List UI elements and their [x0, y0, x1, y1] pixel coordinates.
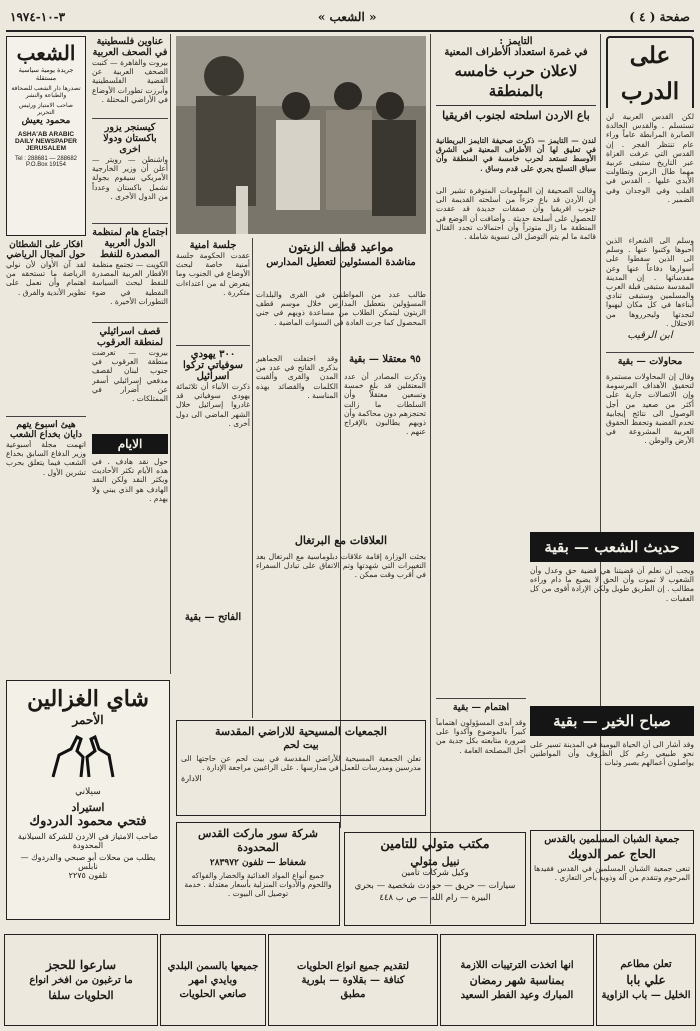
column-body: لكن القدس العربية لن تستسلم . والقدس الخالدة الصابرة المرابطة عاماً وراء عام تنتظر الفجر . إن القدس التي عرفت الغزاة عبر التاريخ ستبقى عربية مهما طال الزمن وتطاولت الأيدي عليها . القدس في القلب وفي الوجدان وفي الضمير . — [606, 112, 694, 204]
tea-ad — [6, 680, 170, 920]
column-title: على الدرب — [606, 36, 694, 108]
center-body: وقد احتفلت الجماهير بذكرى الفاتح في عدد من المدن والقرى وألقيت الكلمات والقصائد بهذه المناسبة . — [256, 354, 338, 400]
brief-body: واشنطن — رويتر — أعلن أن وزير الخارجية الأمريكي سيقوم بجولة تشمل باكستان وعدداً من الدول الأخرى . — [92, 155, 168, 201]
tea-brand: شاي الغزالين — [27, 686, 149, 712]
masthead-box — [6, 36, 86, 236]
masthead-owner-label: صاحب الامتياز ورئيس التحرير — [19, 102, 73, 116]
tea-phone: تلفون ٢٢٧٥ — [68, 871, 108, 880]
hadith-banner: حديث الشعب — بقية — [530, 532, 694, 562]
jamia-headline: جمعية الشبان المسلمين بالقدس — [544, 834, 680, 845]
insurance-address: البيرة — رام الله — ص ب ٤٤٨ — [379, 893, 491, 903]
tea-importer: فتحي محمود الدردوك — [29, 814, 147, 829]
tea-importer-label: استيراد — [71, 801, 105, 814]
ihtimam-body: وقد أبدى المسؤولون اهتماماً كبيراً بالموضوع وأكدوا على ضرورة متابعته بكل جدية من أجل المصلحة العامة . — [436, 718, 526, 755]
masthead-latin: ASHA'AB ARABIC DAILY NEWSPAPER JERUSALEM — [14, 131, 77, 152]
main-kicker-2: في غمرة استعداد الأطراف المعنية — [444, 47, 588, 58]
fatih-headline: الفاتح — بقية — [184, 612, 242, 623]
note-headline: هيئ اسبوع يتهم دايان بخداع الشعب — [6, 416, 86, 440]
brief-body: بيروت والقاهرة — كتبت الصحف العربية عن القضية الفلسطينية وأبرزت تطورات الأوضاع في الأراضي المحتلة . — [92, 58, 168, 104]
news-briefs — [92, 36, 168, 596]
jamiyat-body: تعلن الجمعية المسيحية للأراضي المقدسة في بيت لحم عن حاجتها الى مدرسين ومدرسات للعمل في مدارسها . على الراغبين مراجعة الإدارة . — [181, 754, 421, 773]
masthead-publisher: تصدرها دار الشعب للصحافة والطباعة والنشر — [11, 85, 81, 99]
jamia-notice — [530, 830, 694, 924]
tea-logo — [11, 727, 165, 787]
cell-line: ما ترغبون من افخر انواع — [29, 975, 133, 986]
gazelle-icon — [13, 727, 163, 787]
cell-line: كنافة — بقلاوة — بلورية — [301, 974, 405, 986]
cell-title: جميعها بالسمن البلدي — [167, 960, 259, 972]
mutaqal-body: وذكرت المصادر أن عدد المعتقلين قد بلغ خمسة وتسعين معتقلاً وأن السلطات ما زالت تحتجزهم دون محاكمة وأن ذويهم يطالبون بالإفراج عنهم . — [344, 372, 426, 437]
ayam-title: الايام — [92, 434, 168, 454]
note-body: لقد آن الأوان لأن نولي الرياضة ما تستحقه من اهتمام وأن نعمل على تطوير الأندية والفرق . — [6, 260, 86, 297]
column-signature: ابن الرقيب — [627, 330, 673, 341]
column-rule — [170, 34, 171, 674]
cell-line: مطبق — [340, 988, 366, 1000]
cell-title: تعلن مطاعم — [620, 959, 672, 970]
page-header — [6, 4, 694, 32]
insurance-role: وكيل شركات تأمين — [401, 868, 469, 878]
column-rule — [430, 34, 431, 924]
main-headline: لاعلان حرب خامسه بالمنطقة — [454, 62, 578, 100]
brief-body: الكويت — تجتمع منظمة الأقطار العربية المصدرة للنفط لبحث السياسة النفطية في ضوء التطورات الأخيرة . — [92, 260, 168, 306]
insurance-ad — [344, 832, 526, 926]
column-body-2: وسلم الى الشعراء الذين أحبوها وكتبوا عنها . وسلم الى الذين سقطوا على أسوارها دفاعاً عنها وعن مقدساتها . إن المدينة المقدسة ستبقى قبلة العرب والمسلمين وستبقى تنادي أبناءها في كل مكان ليهبوا لنجدتها وليحرروها من الاحتلال . — [606, 236, 694, 328]
brief-headline: جلسة امنية — [189, 240, 237, 251]
supermarket-address: شعفاط — تلفون ٢٨٣٩٧٢ — [209, 858, 307, 868]
supermarket-ad — [176, 822, 340, 926]
brief-headline: اجتماع هام لمنظمة الدول العربية المصدرة للنفط — [92, 223, 168, 260]
main-lead: لندن — التايمز — ذكرت صحيفة التايمز البريطانية في تعليق لها أن الأطراف المعنية في الشرق الأوسط تستعد لحرب خامسة في المنطقة وأن سباق التسلح يجري على قدم وساق . — [436, 136, 596, 173]
mawaeed-subheadline: مناشدة المسئولين لتعطيل المدارس — [266, 257, 416, 268]
mawaeed-headline-block — [256, 240, 426, 286]
jamia-body: تنعى جمعية الشبان المسلمين في القدس فقيدها المرحوم وتتقدم من آله وذويه بأحر التعازي . — [534, 864, 690, 883]
photo-illustration — [176, 36, 426, 234]
jamiyat-notice — [176, 720, 426, 816]
issue-date: ٣-١٠-١٩٧٤ — [10, 10, 66, 24]
masthead-name: الشعب — [16, 41, 76, 65]
alaqat-headline: العلاقات مع البرتغال — [294, 534, 388, 547]
cell-title: سارعوا للحجز — [45, 958, 117, 972]
jamiyat-subheadline: بيت لحم — [283, 740, 319, 751]
main-kicker: التايمز : — [499, 36, 533, 47]
cell-line: وبايدي امهر — [188, 974, 238, 986]
masthead-tel: Tel : 288681 — 288682 — [14, 156, 78, 162]
brief-headline: كيسنجر يزور باكستان ودولا اخرى — [92, 118, 168, 155]
brief-body: ذكرت الأنباء أن ثلاثمائة يهودي سوفياتي قد غادروا إسرائيل خلال الشهر الماضي الى دول أخرى . — [176, 382, 250, 428]
ayam-body: حول نقد هادف . في هذه الأيام تكثر الأحاديث ويكثر النقد ولكن النقد الهادف هو الذي يبني ولا يهدم . — [92, 457, 168, 503]
sabah-banner: صباح الخير — بقية — [530, 706, 694, 736]
news-briefs-2 — [176, 240, 250, 610]
cell-line: المبارك وعيد الفطر السعيد — [460, 989, 574, 1001]
brief-body: عقدت الحكومة جلسة أمنية خاصة لبحث الأوضاع في الجنوب وما يتعرض له من اعتداءات متكررة . — [176, 251, 250, 297]
main-subheadline: باع الاردن اسلحته لجنوب افريقيا — [436, 105, 596, 122]
main-headline-block — [436, 36, 596, 132]
mutaqal-headline: ٩٥ معتقلا — بقية — [349, 354, 421, 365]
jamiyat-sign: الادارة — [181, 774, 202, 784]
bottom-ad-cell — [268, 934, 438, 1026]
column-rule — [252, 238, 253, 718]
brief-headline: عناوين فلسطينية في الصحف العربية — [92, 36, 168, 58]
ihtimam-headline: اهتمام — بقية — [452, 702, 510, 713]
cell-line: صانعي الحلويات — [179, 988, 247, 1000]
note-body: اتهمت مجلة أسبوعية وزير الدفاع السابق بخداع الشعب فيما يتعلق بحرب تشرين الأول . — [6, 440, 86, 477]
brief-headline: ٣٠٠ يهودي سوفياتي تركوا اسرائيل — [176, 345, 250, 382]
mawaeed-body: طالب عدد من المواطنين في القرى والبلدات المسؤولين بتعطيل المدارس خلال موسم قطف الزيتون ليتمكن الطلاب من مساعدة ذويهم في جني المحصول كما جرت العادة في السنوات الماضية . — [256, 290, 426, 327]
supermarket-name: شركة سور ماركت القدس المحدودة — [198, 827, 318, 854]
supermarket-body: جميع أنواع المواد الغذائية والخضار والفواكه واللحوم والأدوات المنزلية بأسعار معتدلة . خدمة توصيل الى البيوت . — [184, 871, 332, 899]
tea-distributor: يطلب من محلات أبو صبحي والدردوك — نابلس — [20, 853, 156, 871]
jamiyat-headline: الجمعيات المسيحية للاراضي المقدسة — [215, 725, 387, 738]
tea-label: الأحمر — [72, 713, 104, 727]
jamia-name: الحاج عمر الدويك — [568, 847, 656, 861]
insurance-title: مكتب متولي للتامين — [380, 837, 490, 852]
cell-line: علي بابا — [626, 973, 666, 987]
note-headline: افكار على الشطئان حول المجال الرياضي — [6, 240, 86, 260]
page-number: صفحة ( ٤ ) — [629, 10, 690, 24]
insurance-types: سيارات — حريق — حوادث شخصية — بحري — [354, 881, 516, 891]
news-photo — [176, 36, 426, 234]
masthead-notes — [6, 240, 86, 660]
section-rule — [606, 352, 694, 353]
section-rule — [436, 698, 526, 699]
masthead-owner: محمود يعيش — [21, 116, 71, 126]
masthead-pobox: P.O.Box 19154 — [26, 162, 66, 168]
bottom-ad-cell — [440, 934, 594, 1026]
paper-name: « الشعب » — [317, 10, 377, 24]
column-logo — [606, 36, 694, 108]
mawaeed-headline: مواعيد قطف الزيتون — [288, 240, 394, 254]
brief-body: بيروت — تعرضت منطقة العرقوب في جنوب لبنان لقصف مدفعي إسرائيلي أسفر عن أضرار في الممتلكات . — [92, 348, 168, 404]
cell-title: لتقديم جميع انواع الحلويات — [296, 960, 410, 972]
sabah-body: وقد أشار الى أن الحياة اليومية في المدينة تسير على نحو طبيعي رغم كل الظروف وأن المواطنين يواصلون أعمالهم بصبر وثبات . — [530, 740, 694, 768]
bottom-ad-cell — [596, 934, 696, 1026]
alaqat-body: بحثت الوزارة إقامة علاقات دبلوماسية مع البرتغال بعد التغييرات التي شهدتها وتم الاتفاق على تبادل السفراء في أقرب وقت ممكن . — [256, 552, 426, 580]
bottom-ad-cell — [160, 934, 266, 1026]
brief-headline: قصف اسرائيلي لمنطقة العرقوب — [92, 322, 168, 348]
cell-line: بمناسبة شهر رمضان — [469, 973, 565, 987]
cell-title: انها اتخذت الترتيبات اللازمة — [460, 959, 574, 971]
main-body: وقالت الصحيفة إن المعلومات المتوفرة تشير الى أن الأردن قد باع جزءاً من أسلحته القديمة الى جنوب افريقيا وأن صفقات جديدة قد عقدت للحصول على أسلحة حديثة . وأضافت أن الوضع في المنطقة ما زال متوتراً وأن احتمالات تجدد القتال قائمة ما لم يتم التوصل الى تسوية شاملة . — [436, 186, 596, 242]
cell-line: الحلويات سلفا — [48, 989, 114, 1002]
insurance-name: نبيل متولي — [410, 855, 460, 868]
hadith-body: ويجب أن نعلم أن قضيتنا هي قضية حق وعدل وأن الشعوب لا تموت وأن الحق لا يضيع ما دام وراءه مطالب . إن الطريق طويل ولكن الإرادة أقوى من كل العقبات . — [530, 566, 694, 603]
mohawalat-headline: محاولات — بقية — [617, 356, 683, 367]
tea-importer-sub: صاحب الامتياز في الاردن للشركة السيلانية المحدودة — [17, 832, 159, 850]
cell-line: الخليل — باب الزاوية — [601, 990, 691, 1001]
masthead-subtitle: جريدة يومية سياسية مستقلة — [18, 66, 74, 82]
bottom-ad-cell — [4, 934, 158, 1026]
mohawalat-body: وقال إن المحاولات مستمرة لتحقيق الأهداف المرسومة وإن الاتصالات جارية على أكثر من صعيد من أجل الوصول الى نتائج إيجابية تخدم القضية وتحفظ الحقوق العربية المشروعة في الأرض والوطن . — [606, 372, 694, 446]
tea-sub: سيلاني — [75, 787, 101, 797]
